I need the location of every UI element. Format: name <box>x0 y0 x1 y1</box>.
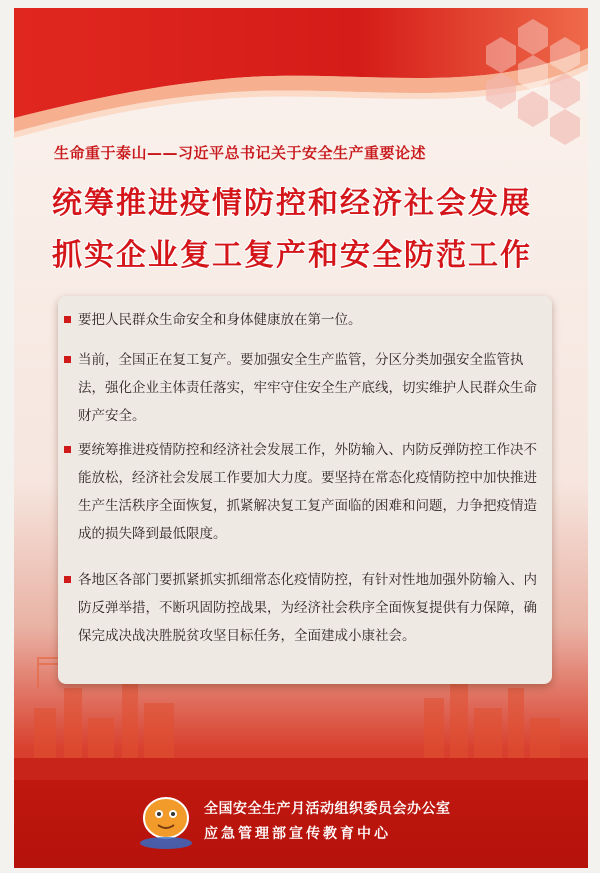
list-item-text: 当前，全国正在复工复产。要加强安全生产监管，分区分类加强安全监管执法，强化企业主体责任落实，牢牢守住安全生产底线，切实维护人民群众生命财产安全。 <box>78 352 537 424</box>
bullet-icon <box>64 356 71 363</box>
page-title-line-1: 统筹推进疫情防控和经济社会发展 <box>52 186 532 221</box>
list-item <box>78 436 538 548</box>
poster <box>14 8 588 868</box>
page-title-line-2: 抓实企业复工复产和安全防范工作 <box>52 238 532 273</box>
bullet-icon <box>64 576 71 583</box>
organizer-line-1: 全国安全生产月活动组织委员会办公室 <box>204 801 451 817</box>
list-item-text: 要统筹推进疫情防控和经济社会发展工作，外防输入、内防反弹防控工作决不能放松，经济社会发展工作要加大力度。要坚持在常态化疫情防控中加快推进生产生活秩序全面恢复，抓紧解决复工复产面临的困难和问题，力争把疫情造成的损失降到最低限度。 <box>78 442 537 542</box>
hexagon-pattern <box>398 8 588 168</box>
content-panel <box>58 296 552 684</box>
list-item <box>78 306 538 334</box>
organizer-line-2: 应急管理部宣传教育中心 <box>204 826 391 842</box>
bullet-icon <box>64 316 71 323</box>
list-item <box>78 566 538 650</box>
list-item-text: 各地区各部门要抓紧抓实抓细常态化疫情防控，有针对性地加强外防输入、内防反弹举措，不断巩固防控战果，为经济社会秩序全面恢复提供有力保障，确保完成决战决胜脱贫攻坚目标任务，全面建成小康社会。 <box>78 572 537 644</box>
subtitle: 生命重于泰山——习近平总书记关于安全生产重要论述 <box>54 144 427 162</box>
list-item-text: 要把人民群众生命安全和身体健康放在第一位。 <box>78 312 362 328</box>
list-item <box>78 346 538 430</box>
bullet-icon <box>64 446 71 453</box>
mascot-icon <box>130 788 202 852</box>
